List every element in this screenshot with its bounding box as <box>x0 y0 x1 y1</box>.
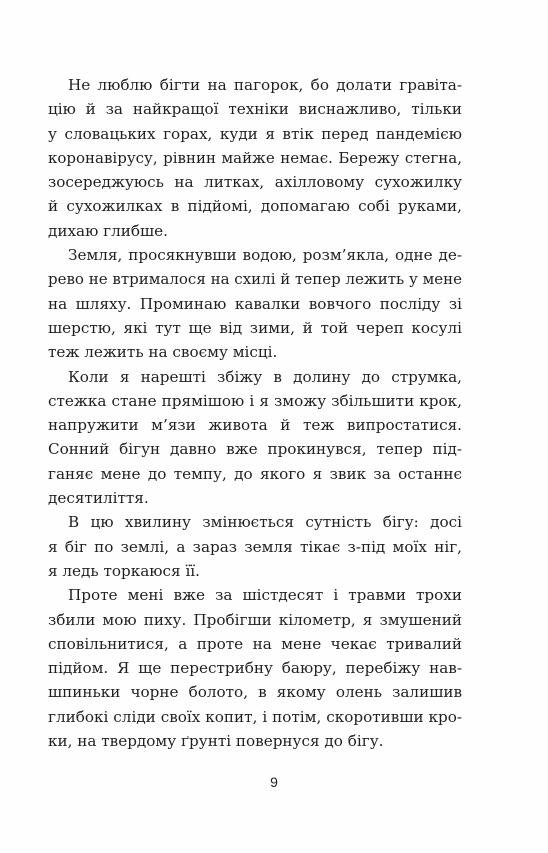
text-line: Не люблю бігти на пагорок, бо долати гравіта- <box>68 76 462 94</box>
text-line: підйом. Я ще перестрибну баюру, перебіжу нав- <box>48 659 462 678</box>
text-line: десятиліття. <box>48 489 149 508</box>
text-line: дихаю глибше. <box>48 221 168 240</box>
text-line: Коли я нарешті збіжу в долину до струмка, <box>68 367 462 386</box>
text-line: В цю хвилину змінюється сутність бігу: досі <box>68 513 462 532</box>
page-number: 9 <box>270 774 278 790</box>
text-line: Проте мені вже за шістдесят і травми трохи <box>68 586 462 605</box>
text-line: рево не втрималося на схилі й тепер лежить у мене <box>48 270 462 289</box>
text-line: зосереджуюсь на литках, ахілловому сухожилку <box>48 173 462 192</box>
text-line: Земля, просякнувши водою, розм’якла, одне де- <box>68 246 462 265</box>
text-line: ки, на твердому ґрунті повернуся до бігу. <box>48 732 384 751</box>
text-line: ганяє мене до темпу, до якого я звик за останнє <box>48 464 462 483</box>
text-line: цію й за найкращої техніки виснажливо, тільки <box>48 100 462 119</box>
text-line: й сухожилках в підйомі, допомагаю собі руками, <box>48 197 462 216</box>
text-line: шпиньки чорне болото, в якому олень залишив <box>48 683 462 702</box>
text-line: сповільнитися, а проте на мене чекає тривалий <box>48 634 462 653</box>
text-line: напружити м’язи живота й теж випростатися. <box>48 416 462 435</box>
text-line: глибокі сліди своїх копит, і потім, скоротивши кро- <box>48 707 462 726</box>
text-line: я ледь торкаюся її. <box>48 561 200 580</box>
text-line: на шляху. Проминаю кавалки вовчого посліду зі <box>48 294 462 313</box>
text-line: теж лежить на своєму місці. <box>48 343 278 362</box>
text-line: стежка стане прямішою і я зможу збільшити крок, <box>48 391 462 410</box>
text-line: у словацьких горах, куди я втік перед пандемією <box>48 124 462 143</box>
text-line: коронавірусу, рівнин майже немає. Бережу стегна, <box>48 148 462 167</box>
body-text <box>48 73 462 753</box>
text-line: збили мою пиху. Пробігши кілометр, я змушений <box>48 610 462 629</box>
text-line: шерстю, які тут ще від зими, й той череп косулі <box>48 318 462 337</box>
text-line: я біг по землі, а зараз земля тікає з-під моїх ніг, <box>48 537 462 556</box>
text-line: Сонний бігун давно вже прокинувся, тепер під- <box>48 440 462 459</box>
